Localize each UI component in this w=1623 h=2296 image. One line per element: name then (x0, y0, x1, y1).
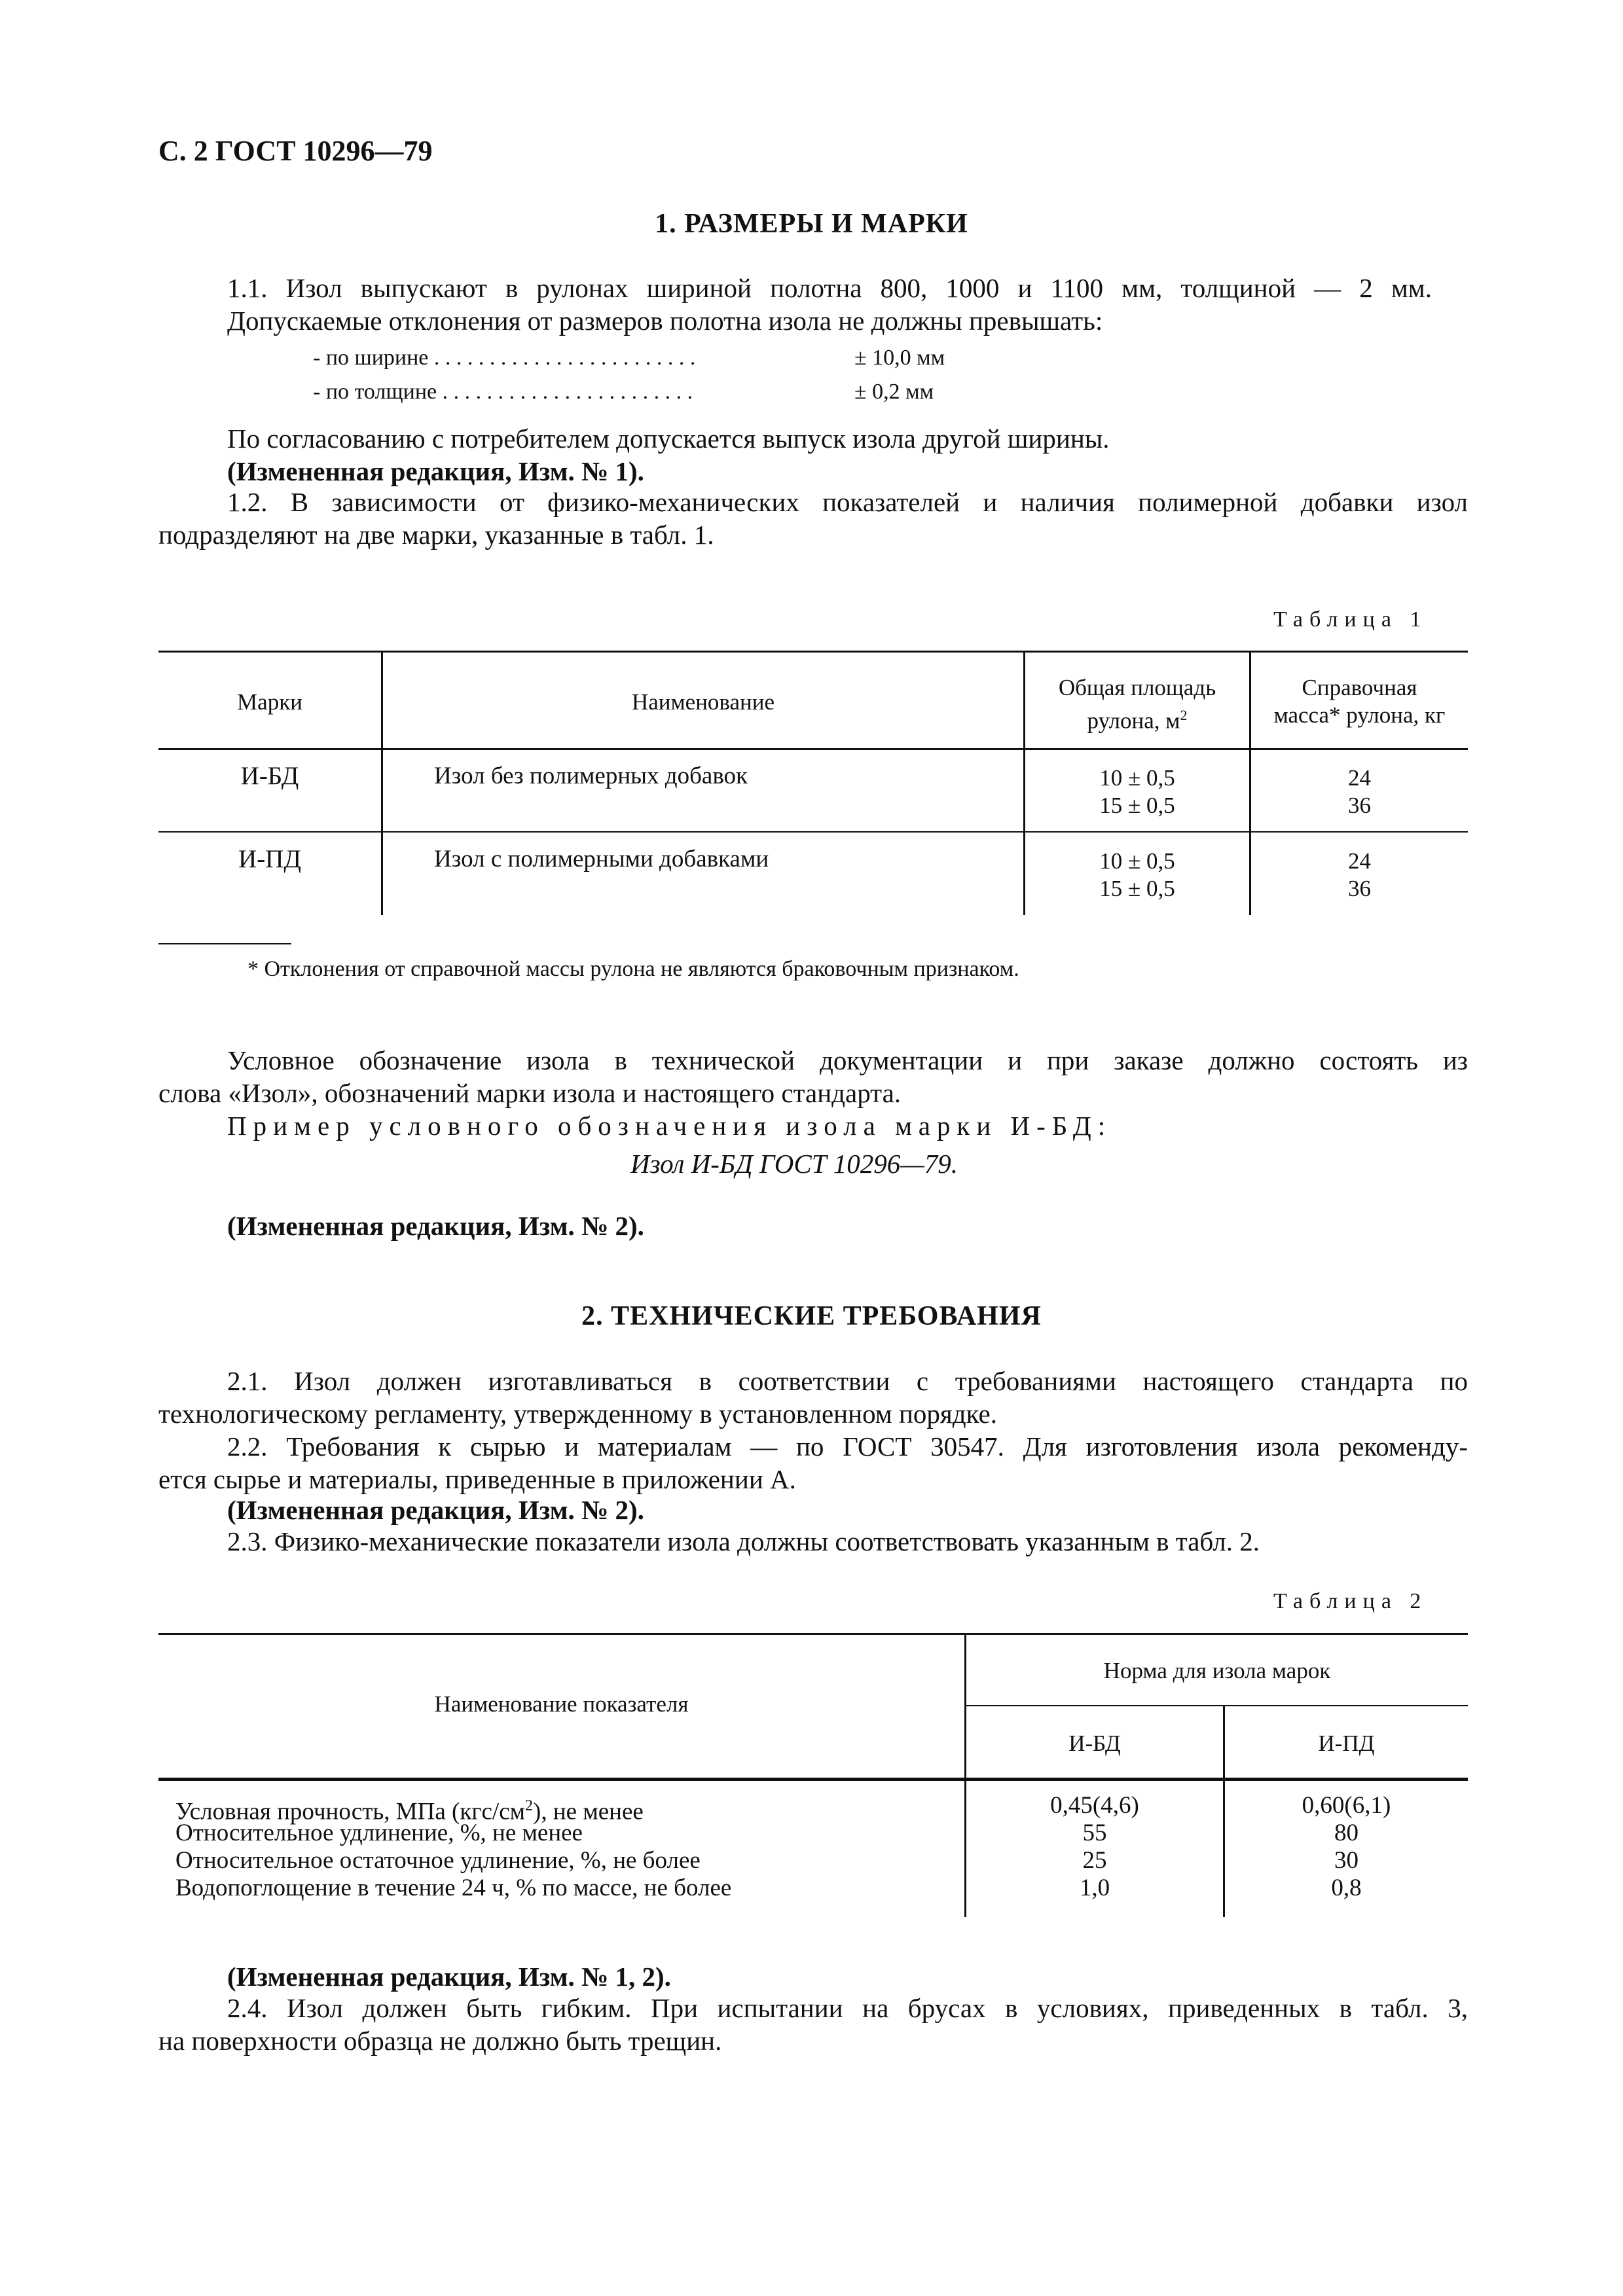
table2-header-norm: Норма для изола марок (1103, 1658, 1331, 1683)
table1-row2-area (1025, 848, 1249, 903)
table1-footnote: * Отклонения от справочной массы рулона не являются браковочным признаком. (247, 957, 1019, 981)
designation-line2: слова «Изол», обозначений марки изола и настоящего стандарта. (158, 1078, 902, 1108)
table2-row2-ibd: 55 (1082, 1820, 1107, 1846)
designation-example: Изол И-БД ГОСТ 10296—79. (630, 1149, 958, 1179)
table2-row3-ibd: 25 (1082, 1847, 1107, 1874)
table1-row2-mass2: 36 (1348, 876, 1371, 901)
table2-ipd-values (1225, 1792, 1468, 1902)
table1-row2-area1: 10 ± 0,5 (1099, 848, 1175, 874)
paragraph-2-1-line2: технологическому регламенту, утвержденному в установленном порядке. (158, 1399, 997, 1429)
table2-caption: Таблица 2 (1273, 1589, 1428, 1613)
tolerance-width-value: ± 10,0 мм (854, 346, 945, 370)
table2-row3-ipd: 30 (1334, 1847, 1359, 1874)
page-header: С. 2 ГОСТ 10296—79 (158, 135, 433, 167)
table2-ibd-values (966, 1792, 1223, 1902)
table2-row4-name: Водопоглощение в течение 24 ч, % по массе, не более (175, 1874, 732, 1901)
table1-row1-mass (1251, 764, 1468, 819)
designation-example-intro: Пример условного обозначения изола марки И-БД: (227, 1111, 1112, 1141)
table1-row-divider (158, 831, 1468, 833)
table1-header-mark: Марки (237, 689, 302, 715)
tolerance-thickness-label: - по толщине . . . . . . . . . . . . . . . . . . . . . . . (313, 380, 693, 404)
paragraph-2-4-line1: 2.4. Изол должен быть гибким. При испытании на брусах в условиях, приведенных в табл. 3, (227, 1993, 1468, 2023)
table1-header-mass (1251, 674, 1468, 729)
table2-row1-name-text: Условная прочность, МПа (кгс/см (175, 1798, 526, 1825)
paragraph-1-1-line1: 1.1. Изол выпускают в рулонах шириной полотна 800, 1000 и 1100 мм, толщиной — 2 мм. (227, 273, 1432, 303)
table2-row4-ipd: 0,8 (1331, 1874, 1362, 1901)
table1-header-area-sup: 2 (1180, 707, 1188, 723)
table1-row1-mass1: 24 (1348, 765, 1371, 791)
paragraph-2-3: 2.3. Физико-механические показатели изола должны соответствовать указанным в табл. 2. (227, 1526, 1260, 1556)
table2-top-rule (158, 1633, 1468, 1635)
paragraph-2-1-line1: 2.1. Изол должен изготавливаться в соответствии с требованиями настоящего стандарта по (227, 1366, 1468, 1396)
revision-note-1-2: (Измененная редакция, Изм. № 1, 2). (227, 1962, 671, 1992)
table2-row3-name: Относительное остаточное удлинение, %, не более (175, 1847, 701, 1874)
tolerance-width-label: - по ширине . . . . . . . . . . . . . . . . . . . . . . . . (313, 346, 696, 370)
paragraph-1-2-line1: 1.2. В зависимости от физико-механических показателей и наличия полимерной добавки изол (227, 487, 1468, 517)
designation-line1: Условное обозначение изола в технической документации и при заказе должно состоять из (227, 1045, 1468, 1075)
tolerance-thickness-value: ± 0,2 мм (854, 380, 934, 404)
table1-header-area-line2 (1025, 702, 1249, 735)
revision-note-2: (Измененная редакция, Изм. № 2). (227, 1211, 644, 1241)
section-2-title: 2. ТЕХНИЧЕСКИЕ ТРЕБОВАНИЯ (581, 1301, 1042, 1331)
table1-row2-area2: 15 ± 0,5 (1099, 876, 1175, 901)
table1-header-mass-line1: Справочная (1302, 675, 1417, 700)
paragraph-2-4-line2: на поверхности образца не должно быть трещин. (158, 2026, 722, 2056)
table2-row2-ipd: 80 (1334, 1820, 1359, 1846)
table2-row1-name-tail: ), не менее (533, 1798, 644, 1825)
table1-header-name: Наименование (631, 689, 775, 715)
paragraph-1-1-line2: Допускаемые отклонения от размеров полотна изола не должны превышать: (227, 306, 1103, 336)
table2-row4-ibd: 1,0 (1079, 1874, 1110, 1901)
table1-row1-mass2: 36 (1348, 793, 1371, 818)
table1-row1-area (1025, 764, 1249, 819)
table1-row1-name: Изол без полимерных добавок (434, 762, 748, 789)
table2-header-rule (158, 1778, 1468, 1781)
footnote-rule (158, 943, 291, 944)
table1-row1-area2: 15 ± 0,5 (1099, 793, 1175, 818)
table2-row1-ipd: 0,60(6,1) (1302, 1792, 1391, 1819)
table1-header-rule (158, 748, 1468, 750)
table1-row2-mark: И-ПД (238, 845, 301, 873)
table1-row1-mark: И-БД (240, 762, 299, 790)
table1-header-area-line1: Общая площадь (1058, 675, 1216, 700)
table2-subheader-rule (964, 1705, 1468, 1706)
paragraph-agreement: По согласованию с потребителем допускается выпуск изола другой ширины. (227, 423, 1110, 454)
table1-row2-mass1: 24 (1348, 848, 1371, 874)
table1-row1-area1: 10 ± 0,5 (1099, 765, 1175, 791)
table1-top-rule (158, 651, 1468, 653)
paragraph-2-2-line1: 2.2. Требования к сырью и материалам — по ГОСТ 30547. Для изготовления изола рекоменду- (227, 1431, 1468, 1462)
revision-note-1: (Измененная редакция, Изм. № 1). (227, 456, 644, 486)
table2-header-ipd: И-ПД (1318, 1731, 1375, 1756)
table2-row1-name-sup: 2 (525, 1797, 534, 1814)
table1-header-mass-line2: масса* рулона, кг (1273, 702, 1446, 728)
section-1-title: 1. РАЗМЕРЫ И МАРКИ (655, 209, 968, 239)
table1-header-area-text: рулона, м (1087, 708, 1180, 734)
table1-caption: Таблица 1 (1273, 607, 1428, 632)
table1-header-area (1025, 674, 1249, 735)
paragraph-2-2-line2: ется сырье и материалы, приведенные в приложении А. (158, 1464, 796, 1494)
paragraph-1-2-line2: подразделяют на две марки, указанные в табл. 1. (158, 520, 714, 550)
table2-row1-ibd: 0,45(4,6) (1050, 1792, 1139, 1819)
table1-row2-mass (1251, 848, 1468, 903)
table2-header-ibd: И-БД (1068, 1731, 1121, 1756)
table1-row2-name: Изол с полимерными добавками (434, 846, 769, 872)
revision-note-2b: (Измененная редакция, Изм. № 2). (227, 1495, 644, 1525)
table2-row2-name: Относительное удлинение, %, не менее (175, 1820, 583, 1846)
table2-header-indicator: Наименование показателя (434, 1691, 689, 1717)
